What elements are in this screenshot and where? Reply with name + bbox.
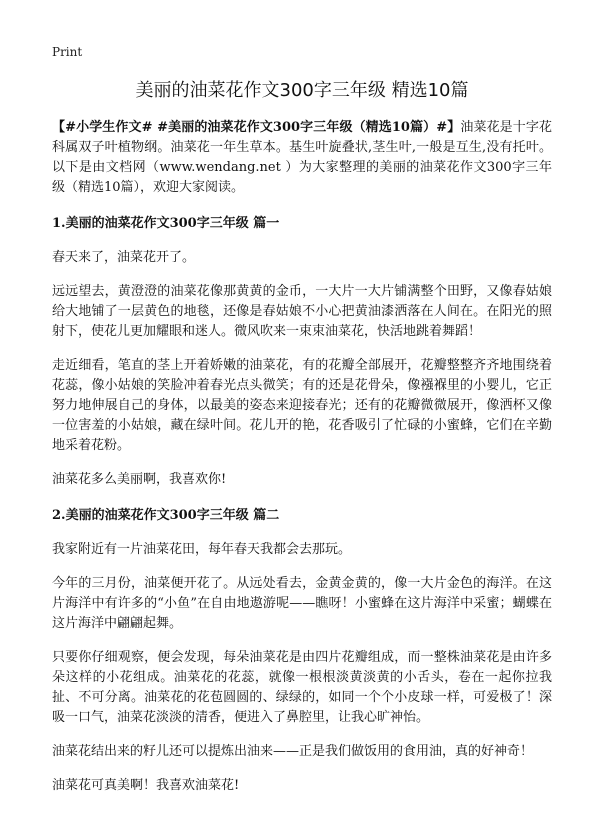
page-title: 美丽的油菜花作文300字三年级 精选10篇 — [135, 80, 469, 101]
intro-paragraph — [52, 118, 552, 198]
intro-tag: 【#小学生作文# #美丽的油菜花作文300字三年级（精选10篇）#】 — [52, 120, 461, 135]
section-heading-1: 1.美丽的油菜花作文300字三年级 篇一 — [52, 216, 280, 231]
print-label: Print — [52, 45, 83, 59]
article-body — [52, 118, 552, 810]
paragraph: 远远望去，黄澄澄的油菜花像那黄黄的金币，一大片一大片铺满整个田野，又像春姑娘给大地铺了一层黄色的地毯，还像是春姑娘不小心把黄油漆洒落在人间在。在阳光的照射下，使花儿更加耀眼和迷人。微风吹来一束束油菜花，快活地跳着舞蹈！ — [52, 284, 552, 339]
intro-text: 油菜花是十字花科属双子叶植物纲。油菜花一年生草本。基生叶旋叠状,茎生叶,一般是互生,没有托叶。以下是由文档网（www.wendang.net ）为大家整理的美丽的油菜花作文300字三年级（精选10篇），欢迎大家阅读。 — [52, 120, 552, 195]
paragraph: 油菜花多么美丽啊，我喜欢你! — [52, 472, 227, 487]
paragraph: 只要你仔细观察，便会发现，每朵油菜花是由四片花瓣组成，而一整株油菜花是由许多朵这样的小花组成。油菜花的花蕊，就像一根根淡黄淡黄的小舌头，卷在一起你拉我扯、不可分离。油菜花的花苞圆圆的、绿绿的，如同一个个小皮球一样，可爱极了！深吸一口气，油菜花淡淡的清香，便进入了鼻腔里，让我心旷神怡。 — [52, 650, 552, 725]
paragraph: 油菜花可真美啊！我喜欢油菜花! — [52, 778, 240, 793]
section-heading-2: 2.美丽的油菜花作文300字三年级 篇二 — [52, 508, 280, 523]
paragraph: 油菜花结出来的籽儿还可以提炼出油来——正是我们做饭用的食用油，真的好神奇！ — [52, 744, 534, 759]
paragraph: 春天来了，油菜花开了。 — [52, 250, 196, 265]
paragraph: 走近细看，笔直的茎上开着娇嫩的油菜花，有的花瓣全部展开，花瓣整整齐齐地围绕着花蕊，像小姑娘的笑脸冲着春光点头微笑；有的还是花骨朵，像襁褓里的小婴儿，它正努力地伸展自己的身体，以最美的姿态来迎接春光；还有的花瓣微微展开，像洒杯又像一位害羞的小姑娘，藏在绿叶间。花儿开的艳，花香吸引了忙碌的小蜜蜂，它们在辛勤地采着花粉。 — [52, 358, 552, 453]
paragraph: 今年的三月份，油菜便开花了。从远处看去，金黄金黄的，像一大片金色的海洋。在这片海洋中有许多的“小鱼”在自由地遨游呢——瞧呀！小蜜蜂在这片海洋中采蜜；蝴蝶在这片海洋中翩翩起舞。 — [52, 576, 552, 631]
paragraph: 我家附近有一片油菜花田，每年春天我都会去那玩。 — [52, 542, 352, 557]
